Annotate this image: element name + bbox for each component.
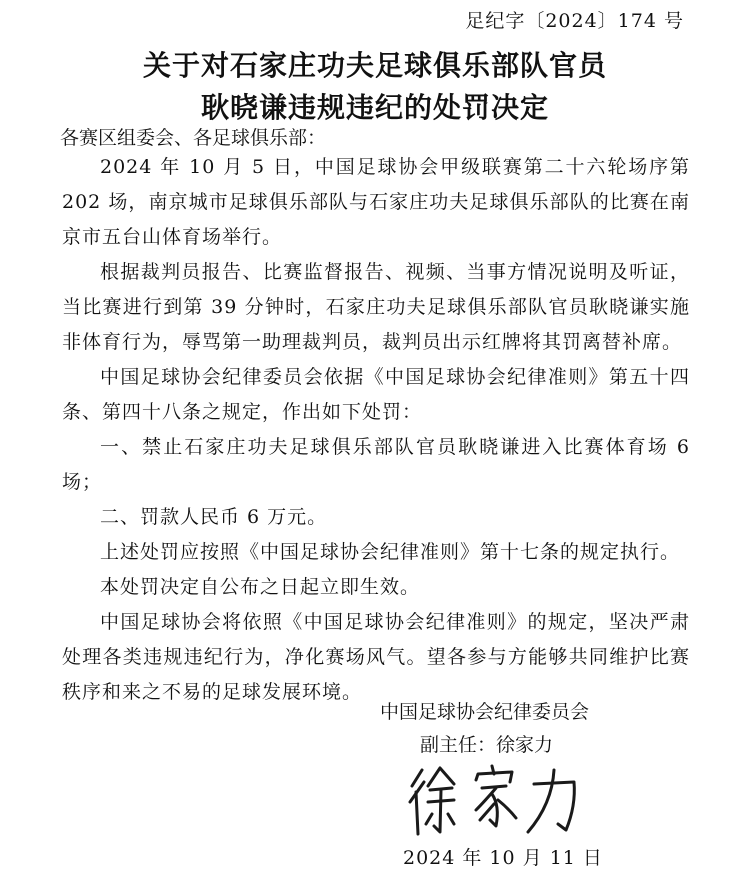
paragraph-incident: 根据裁判员报告、比赛监督报告、视频、当事方情况说明及听证，当比赛进行到第 39 分钟时，石家庄功夫足球俱乐部队官员耿晓谦实施非体育行为，辱骂第一助理裁判员，裁判员出示红牌将其罚离替补席。 bbox=[62, 261, 690, 353]
handwritten-signature bbox=[400, 760, 600, 840]
title-line-2: 耿晓谦违规违纪的处罚决定 bbox=[200, 91, 549, 124]
signer-organization: 中国足球协会纪律委员会 bbox=[380, 701, 590, 723]
paragraph-effective: 本处罚决定自公布之日起立即生效。 bbox=[100, 576, 421, 598]
document-number: 足纪字〔2024〕174 号 bbox=[465, 10, 684, 32]
paragraph-execution: 上述处罚应按照《中国足球协会纪律准则》第十七条的规定执行。 bbox=[100, 541, 681, 563]
salutation: 各赛区组委会、各足球俱乐部： bbox=[60, 127, 327, 149]
paragraph-closing: 中国足球协会将依照《中国足球协会纪律准则》的规定，坚决严肃处理各类违规违纪行为，净化赛场风气。望各参与方能够共同维护比赛秩序和来之不易的足球发展环境。 bbox=[62, 611, 690, 703]
issue-date: 2024 年 10 月 11 日 bbox=[403, 847, 603, 869]
document-body bbox=[62, 150, 690, 710]
paragraph-basis: 中国足球协会纪律委员会依据《中国足球协会纪律准则》第五十四条、第四十八条之规定，作出如下处罚： bbox=[62, 366, 690, 423]
signature-drawing bbox=[400, 760, 600, 840]
penalty-item-fine: 二、罚款人民币 6 万元。 bbox=[100, 506, 328, 528]
penalty-item-ban: 一、禁止石家庄功夫足球俱乐部队官员耿晓谦进入比赛体育场 6 场； bbox=[62, 436, 690, 493]
title-line-1: 关于对石家庄功夫足球俱乐部队官员 bbox=[142, 49, 607, 82]
signer-title: 副主任：徐家力 bbox=[420, 734, 554, 756]
paragraph-match-info: 2024 年 10 月 5 日，中国足球协会甲级联赛第二十六轮场序第 202 场，南京城市足球俱乐部队与石家庄功夫足球俱乐部队的比赛在南京市五台山体育场举行。 bbox=[62, 156, 690, 248]
